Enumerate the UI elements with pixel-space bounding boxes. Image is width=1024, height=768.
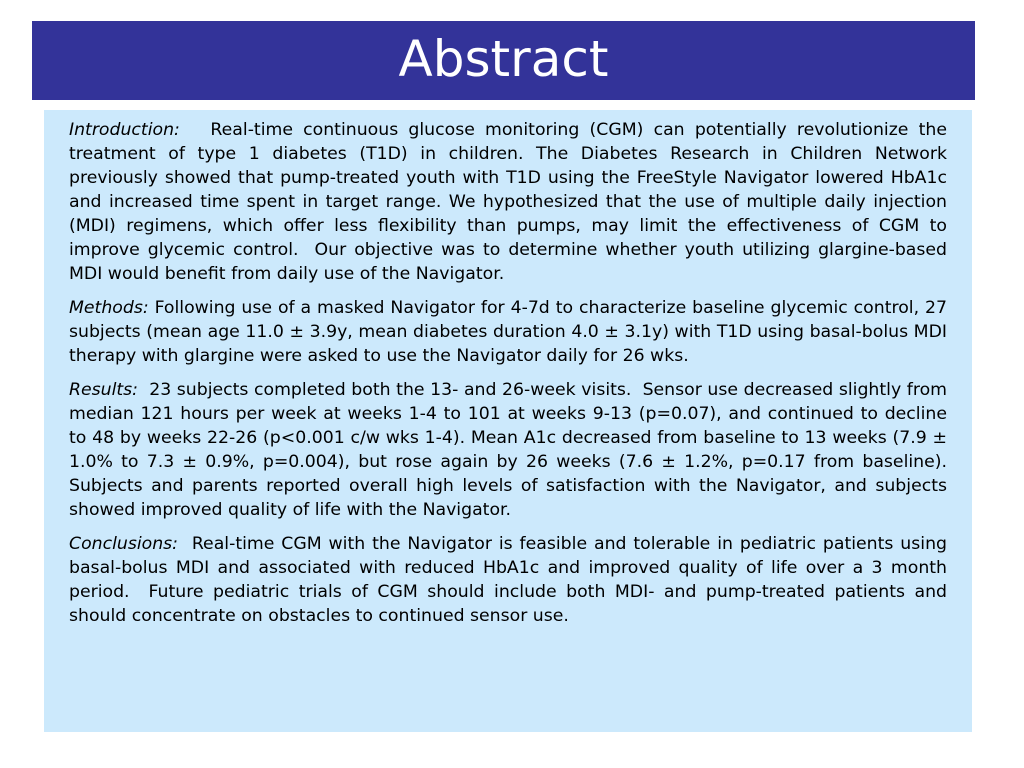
abstract-box [44,110,972,732]
introduction-heading: Introduction: [69,120,180,140]
title-bar [32,21,975,100]
introduction-paragraph [69,118,953,286]
conclusions-paragraph [69,532,953,628]
methods-heading: Methods: [69,298,149,318]
methods-text: Following use of a masked Navigator for 4-7d to characterize baseline glycemic control, 27 subjects (mean age 11.0 ± 3.9y, mean diabetes duration 4.0 ± 3.1y) with T1D using basal-bolus MDI therapy with glargine were asked to use the Navigator daily for 26 wks. [69,298,953,366]
conclusions-text: Real-time CGM with the Navigator is feasible and tolerable in pediatric patients using basal-bolus MDI and associated with reduced HbA1c and improved quality of life over a 3 month period. Future pediatric trials of CGM should include both MDI- and pump-treated patients and should concentrate on obstacles to continued sensor use. [69,534,953,626]
slide-title: Abstract [398,29,609,88]
methods-paragraph [69,296,953,368]
results-heading: Results: [69,380,138,400]
results-text: 23 subjects completed both the 13- and 26-week visits. Sensor use decreased slightly from median 121 hours per week at weeks 1-4 to 101 at weeks 9-13 (p=0.07), and continued to decline to 48 by weeks 22-26 (p<0.001 c/w wks 1-4). Mean A1c decreased from baseline to 13 weeks (7.9 ± 1.0% to 7.3 ± 0.9%, p=0.004), but rose again by 26 weeks (7.6 ± 1.2%, p=0.17 from baseline). Subjects and parents reported overall high levels of satisfaction with the Navigator, and subjects showed improved quality of life with the Navigator. [69,380,958,520]
introduction-text: Real-time continuous glucose monitoring (CGM) can potentially revolutionize the treatment of type 1 diabetes (T1D) in children. The Diabetes Research in Children Network previously showed that pump-treated youth with T1D using the FreeStyle Navigator lowered HbA1c and increased time spent in target range. We hypothesized that the use of multiple daily injection (MDI) regimens, which offer less flexibility than pumps, may limit the effectiveness of CGM to improve glycemic control. Our objective was to determine whether youth utilizing glargine-based MDI would benefit from daily use of the Navigator. [69,120,953,284]
conclusions-heading: Conclusions: [69,534,179,554]
results-paragraph [69,378,958,522]
